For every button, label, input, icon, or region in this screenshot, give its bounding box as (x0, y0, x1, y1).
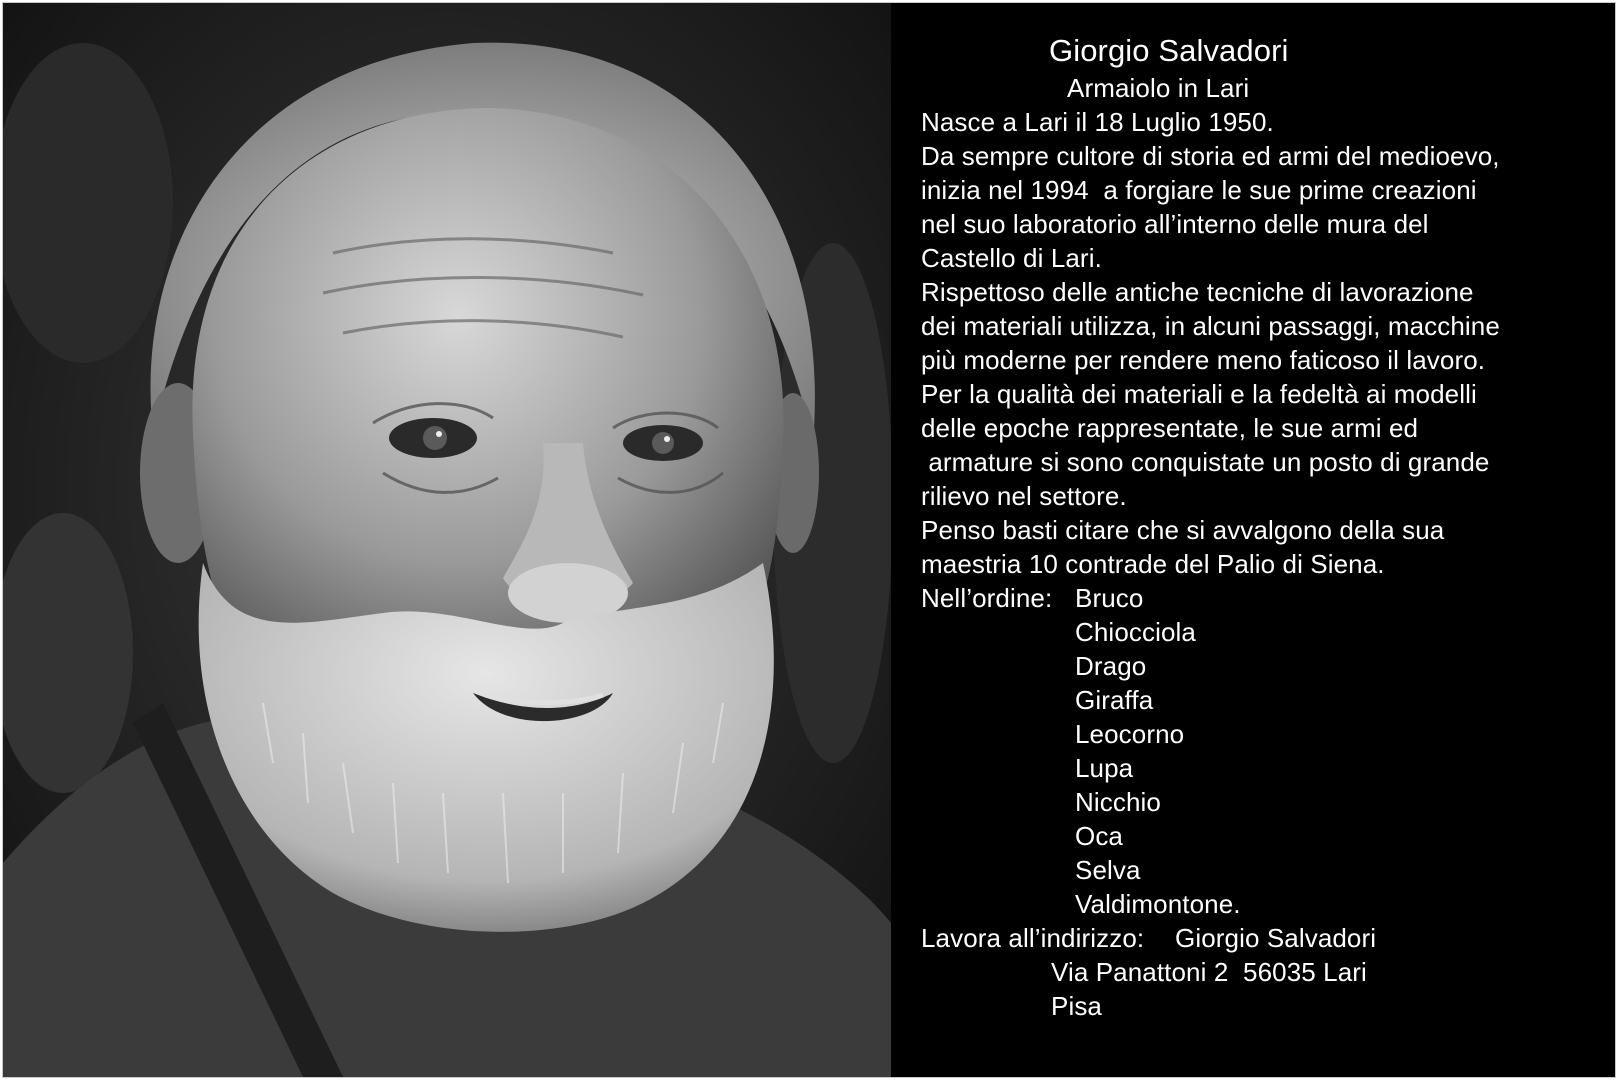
bio-line: Castello di Lari. (921, 243, 1102, 273)
bio-line: Nasce a Lari il 18 Luglio 1950. (921, 107, 1274, 137)
contrada-item: Nicchio (1075, 787, 1161, 817)
bio-line: Da sempre cultore di storia ed armi del medioevo, (921, 141, 1500, 171)
biography-panel (891, 3, 1615, 1077)
bio-line: Penso basti citare che si avvalgono della sua (921, 515, 1445, 545)
poster-frame (2, 2, 1616, 1078)
contrada-item: Lupa (1075, 753, 1134, 783)
bio-line: più moderne per rendere meno faticoso il lavoro. (921, 345, 1486, 375)
bio-line: Rispettoso delle antiche tecniche di lavorazione (921, 277, 1474, 307)
contrada-item: Valdimontone. (1075, 889, 1241, 919)
address-label: Lavora all’indirizzo: (921, 923, 1145, 953)
bio-line: nel suo laboratorio all’interno delle mura del (921, 209, 1429, 239)
address-name: Giorgio Salvadori (1175, 923, 1377, 953)
contrada-item: Chiocciola (1075, 617, 1196, 647)
bio-line: armature si sono conquistate un posto di grande (921, 447, 1490, 477)
contrada-item: Bruco (1075, 583, 1144, 613)
bio-line: rilievo nel settore. (921, 481, 1127, 511)
bio-line: dei materiali utilizza, in alcuni passaggi, macchine (921, 311, 1500, 341)
bio-line: maestria 10 contrade del Palio di Siena. (921, 549, 1385, 579)
portrait-photo (3, 3, 891, 1077)
contrada-item: Selva (1075, 855, 1141, 885)
contrada-item: Oca (1075, 821, 1123, 851)
contrada-item: Giraffa (1075, 685, 1154, 715)
bio-line: inizia nel 1994 a forgiare le sue prime creazioni (921, 175, 1477, 205)
portrait-photo-icon (3, 3, 891, 1077)
bio-line: delle epoche rappresentate, le sue armi ed (921, 413, 1419, 443)
address-province: Pisa (1051, 991, 1102, 1021)
contrada-item: Drago (1075, 651, 1147, 681)
contrada-item: Leocorno (1075, 719, 1185, 749)
address-street: Via Panattoni 2 56035 Lari (1051, 957, 1367, 987)
person-subtitle: Armaiolo in Lari (1067, 73, 1250, 103)
bio-line: Per la qualità dei materiali e la fedeltà ai modelli (921, 379, 1477, 409)
order-label: Nell’ordine: (921, 583, 1053, 613)
person-name: Giorgio Salvadori (1049, 33, 1289, 68)
